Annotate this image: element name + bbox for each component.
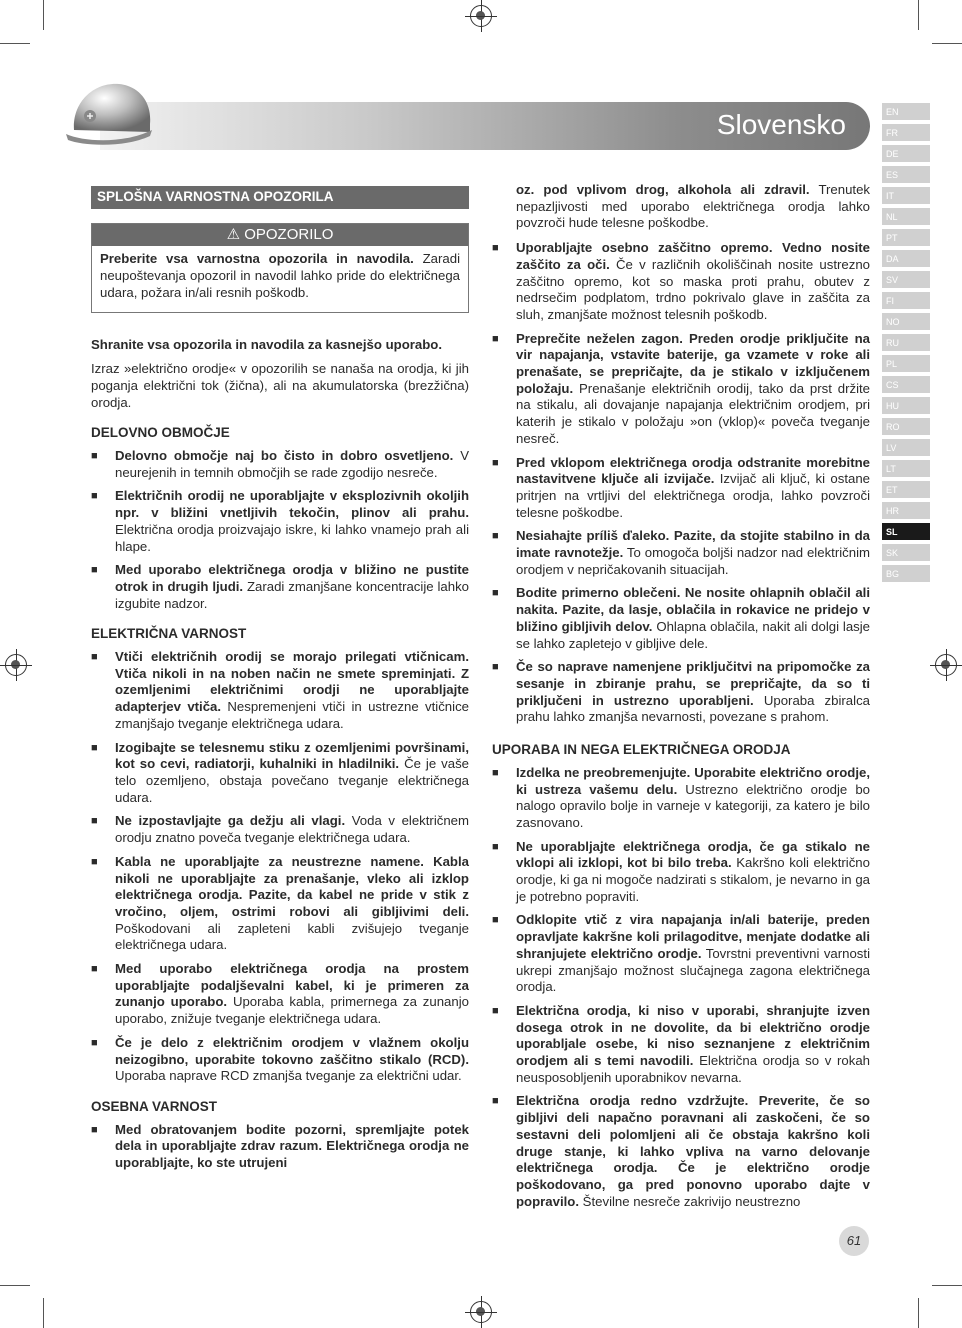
language-tab-ru[interactable]: RU (882, 334, 930, 353)
list-item: ■ Kabla ne uporabljajte za neustrezne namene. Kabla nikoli ne uporabljajte za prenašanje, vleko ali izklop električnega orodja. Pazite, da kabel ne pride v stik z vročino, oljem, ostrimi robovi ali gibljivimi deli. Poškodovani ali zapleteni kabli zvišujejo tveganje električnega udara. (91, 854, 469, 954)
list-item: ■ Izdelka ne preobremenjujte. Uporabite električno orodje, ki ustreza vašemu delu. Ustrezno električno orodje bo nalogo opravilo bolje in varneje v kategoriji, za katero je bilo zasnovano. (492, 765, 870, 832)
language-tab-fr[interactable]: FR (882, 124, 930, 143)
list-item: ■ Ne uporabljajte električnega orodja, če ga stikalo ne vklopi ali izklopi, kot bi bilo treba. Kakršno koli električno orodje, ki ga ni mogoče nadzirati s stikalom, je nevarno in ga je potrebno popraviti. (492, 839, 870, 906)
right-column (492, 182, 870, 1217)
language-tab-hu[interactable]: HU (882, 397, 930, 416)
registration-mark-icon (935, 654, 957, 676)
list-item: ■ Pred vklopom električnega orodja odstranite morebitne nastavitvene ključe ali izvijače. Izvijač ali ključ, ki ostane pritrjen na vrtljivi del električnega orodja, lahko povzroči telesne poškodbe. (492, 455, 870, 522)
crop-mark (932, 1285, 962, 1286)
list-item: ■ Bodite primerno oblečeni. Ne nosite ohlapnih oblačil ali nakita. Pazite, da lasje, oblačila in rokavice ne pridejo v bližino gibljivih delov. Ohlapna oblačila, nakit ali dolgi lasje se lahko zapletejo v gibljive dele. (492, 585, 870, 652)
language-tab-no[interactable]: NO (882, 313, 930, 332)
crop-mark (43, 0, 44, 30)
registration-mark-icon (470, 1301, 492, 1323)
language-tab-nl[interactable]: NL (882, 208, 930, 227)
list-item: ■ Izogibajte se telesnemu stiku z ozemljenimi površinami, kot so cevi, radiatorji, kuhalniki in hladilniki. Če je vaše telo ozemljeno, obstaja povečano tveganje električnega udara. (91, 740, 469, 807)
list-item: ■ Delovno območje naj bo čisto in dobro osvetljeno. V neurejenih in temnih območjih se rade zgodijo nesreče. (91, 448, 469, 481)
language-tab-lt[interactable]: LT (882, 460, 930, 479)
language-tab-da[interactable]: DA (882, 250, 930, 269)
language-tab-sv[interactable]: SV (882, 271, 930, 290)
page-number: 61 (839, 1226, 869, 1256)
language-tab-et[interactable]: ET (882, 481, 930, 500)
language-tab-pl[interactable]: PL (882, 355, 930, 374)
warning-box (91, 223, 469, 313)
language-tab-it[interactable]: IT (882, 187, 930, 206)
language-tab-es[interactable]: ES (882, 166, 930, 185)
language-tab-de[interactable]: DE (882, 145, 930, 164)
language-tab-ro[interactable]: RO (882, 418, 930, 437)
language-tab-pt[interactable]: PT (882, 229, 930, 248)
list-item: ■ Med uporabo električnega orodja na prostem uporabljajte podaljševalni kabel, ki je primeren za zunanjo uporabo. Uporaba kabla, primernega za zunanjo uporabo, znižuje tveganje električnega udara. (91, 961, 469, 1028)
list-item: ■ Odklopite vtič z vira napajanja in/ali baterije, preden opravljate kakršne koli prilagoditve, menjate dodatke ali shranjujete električno orodje. Tovrstni preventivni varnosti ukrepi zmanjšajo možnost slučajnega zagona električnega orodja. (492, 912, 870, 996)
heading-work-area: DELOVNO OBMOČJE (91, 425, 230, 441)
crop-mark (0, 43, 30, 44)
language-tab-hr[interactable]: HR (882, 502, 930, 521)
list-item: ■ Če je delo z električnim orodjem v vlažnem okolju neizogibno, uporabite tokovno zaščitno stikalo (RCD). Uporaba naprave RCD zmanjša tveganje za električni udar. (91, 1035, 469, 1085)
language-tab-fi[interactable]: FI (882, 292, 930, 311)
warning-triangle-icon: ⚠ (226, 225, 241, 243)
list-item: ■ Če so naprave namenjene priključitvi na pripomočke za sesanje in zbiranje prahu, se prepričajte, da so ti priključeni in ustrezno uporabljeni. Uporaba zbiralca prahu lahko zmanjša nevarnosti, povezane s prahom. (492, 659, 870, 726)
list-item: ■ Električna orodja, ki niso v uporabi, shranjujte izven dosega otrok in ne dovolite, da bi električno orodje uporabljale osebe, ki niso seznanjene z električnim orodjem ali s temi navodili. Električna orodja so v rokah neusposobljenih uporabnikov nevarna. (492, 1003, 870, 1087)
safety-helmet-icon (64, 72, 154, 152)
warning-title: OPOZORILO (244, 225, 334, 243)
list-item: ■ Preprečite neželen zagon. Preden orodje priključite na vir napajanja, vstavite baterije, ga vzamete v roke ali prenašate, se prepričajte, da je stikalo v izključenem položaju. Prenašanje električnih orodij, tako da prst držite na stikalu, ali dovajanje napajanja električnim orodjem, pri katerih je stikalo v položaju »on (vklop)« poveča tveganje nesreč. (492, 331, 870, 448)
crop-mark (43, 1298, 44, 1328)
list-item: ■ Ne izpostavljajte ga dežju ali vlagi. Voda v električnem orodju znatno poveča tveganje električnega udara. (91, 813, 469, 846)
page-title: Slovensko (716, 109, 846, 140)
heading-tool-use: UPORABA IN NEGA ELEKTRIČNEGA ORODJA (492, 742, 791, 758)
crop-mark (918, 0, 919, 30)
list-item: ■ Med uporabo električnega orodja v bližino ne pustite otrok in drugih ljudi. Zaradi zmanjšane koncentracije lahko izgubite nadzor. (91, 562, 469, 612)
continued-paragraph: oz. pod vplivom drog, alkohola ali zdravil. Trenutek nepazljivosti med uporabo električnega orodja lahko povzroči hude telesne poškodbe. (516, 182, 871, 231)
warning-body: Preberite vsa varnostna opozorila in navodila. Zaradi neupoštevanja opozoril in navodil lahko pride do električnega udara, požara in/ali resnih poškodb. (100, 251, 460, 300)
keep-instructions: Shranite vsa opozorila in navodila za kasnejšo uporabo. (91, 336, 443, 352)
crop-mark (918, 1298, 919, 1328)
language-tab-sk[interactable]: SK (882, 544, 930, 563)
section-heading: SPLOŠNA VARNOSTNA OPOZORILA (91, 186, 469, 209)
heading-personal-safety: OSEBNA VARNOST (91, 1098, 218, 1114)
language-tab-cs[interactable]: CS (882, 376, 930, 395)
warning-header (92, 224, 468, 247)
list-item: ■ Med obratovanjem bodite pozorni, spremljajte potek dela in uporabljajte zdrav razum. Električnega orodja ne uporabljajte, ko ste utrujeni (91, 1122, 469, 1172)
heading-electrical-safety: ELEKTRIČNA VARNOST (91, 626, 247, 642)
list-item: ■ Vtiči električnih orodij se morajo prilegati vtičnicam. Vtiča nikoli in na noben način ne smete spreminjati. Z ozemljenimi električnimi orodji ne uporabljajte adapterjev vtiča. Nespremenjeni vtiči in ustrezne vtičnice zmanjšajo tveganje električnega udara. (91, 649, 469, 733)
crop-mark (932, 43, 962, 44)
language-tab-bg[interactable]: BG (882, 565, 930, 584)
intro-paragraph: Izraz »električno orodje« v opozorilih se nanaša na orodja, ki jih poganja električni tok (žična), ali na akumulatorska (brezžična) orodja. (91, 361, 469, 410)
list-item: ■ Električnih orodij ne uporabljajte v eksplozivnih okoljih npr. v bližini vnetljivih tekočin, plinov ali prahu. Električna orodja proizvajajo iskre, ki lahko vnamejo prah ali hlape. (91, 488, 469, 555)
registration-mark-icon (5, 654, 27, 676)
language-tab-sl[interactable]: SL (882, 523, 930, 542)
language-tab-lv[interactable]: LV (882, 439, 930, 458)
crop-mark (0, 1285, 30, 1286)
list-item: ■ Nesiahajte príliš ďaleko. Pazite, da stojite stabilno in da imate ravnotežje. To omogoča boljši nadzor nad električnim orodjem v nepričakovanih situacijah. (492, 528, 870, 578)
list-item: ■ Električna orodja redno vzdržujte. Preverite, če so gibljivi deli napačno poravnani ali zaskočeni, če so sestavni deli polomljeni ali če obstaja kakršno koli druge stanje, ki lahko vpliva na varno delovanje električnega orodja. Če je električno orodje poškodovano, ga pred ponovno uporabo dajte v popravilo. Številne nesreče zakrivijo neustrezno (492, 1093, 870, 1210)
left-column (91, 186, 469, 1179)
list-item: ■ Uporabljajte osebno zaščitno opremo. Vedno nosite zaščito za oči. Če v različnih okoliščinah nosite ustrezno zaščitno opremo, kot so maska proti prahu, obutev z nedrsečim podplatom, trdno pokrivalo glave in zaščita za sluh, zmanjšate možnost telesnih poškodb. (492, 240, 870, 324)
header-banner (100, 102, 870, 150)
language-tab-en[interactable]: EN (882, 103, 930, 122)
registration-mark-icon (470, 5, 492, 27)
